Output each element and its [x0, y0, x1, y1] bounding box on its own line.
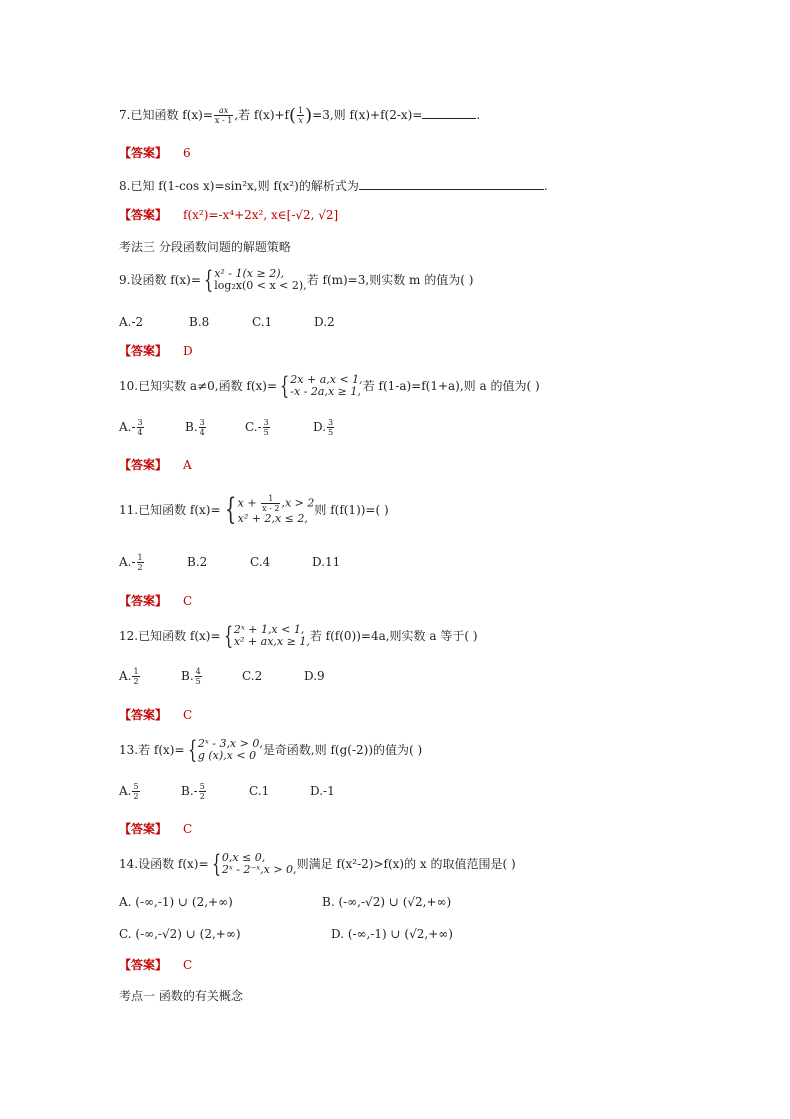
- section-heading-1: 考点一 函数的有关概念: [119, 989, 243, 1003]
- answer-blank: [359, 177, 544, 190]
- answer-8: [119, 207, 338, 223]
- answer-value: f(x²)=-x⁴+2x², x∈[-√2, √2]: [183, 208, 339, 222]
- question-number: 13.: [119, 743, 139, 757]
- option-d: D.11: [312, 555, 341, 569]
- question-number: 8.: [119, 179, 131, 193]
- option-d: D.-1: [310, 784, 335, 798]
- piecewise-cases: 2ˣ - 3,x > 0, g (x),x < 0: [197, 737, 263, 762]
- piecewise-cases: x + $\frac{1}{x - 2}$ ,x > 2 x² + 2,x ≤ 2,: [237, 494, 315, 525]
- option-d: D.9: [304, 669, 325, 683]
- option-b: B. (-∞,-√2) ∪ (√2,+∞): [322, 895, 452, 909]
- question-7: 7.已知函数 f(x)= $\frac{ax}{x - 1}$ ,若 f(x)+f ( $\frac{1}{x}$ ) =3,则 f(x)+f(2-x)= .: [119, 104, 481, 126]
- options-10: [119, 418, 335, 437]
- answer-value: C: [183, 822, 193, 836]
- answer-tag: 【答案】: [119, 344, 168, 358]
- piecewise-cases: x² - 1(x ≥ 2), log₂x(0 < x < 2),: [214, 267, 307, 292]
- answer-tag: 【答案】: [119, 822, 168, 836]
- answer-value: D: [183, 344, 193, 358]
- left-brace: {: [187, 736, 197, 764]
- question-number: 9.: [119, 273, 131, 287]
- options-13: [119, 782, 335, 801]
- options-9: [119, 314, 335, 330]
- question-number: 11.: [119, 502, 139, 517]
- answer-tag: 【答案】: [119, 146, 168, 160]
- option-d: D. $\frac{3}{5}$: [313, 418, 334, 437]
- piecewise-cases: 0,x ≤ 0, 2ˣ - 2⁻ˣ,x > 0,: [221, 851, 297, 876]
- answer-tag: 【答案】: [119, 708, 168, 722]
- question-11: 11. 已知函数 f(x)= { x + $\frac{1}{x - 2}$ ,x > 2 x² + 2,x ≤ 2, 则 f(f(1))=( ): [119, 491, 389, 527]
- options-12: [119, 667, 325, 686]
- options-14-row1: [119, 894, 451, 910]
- options-14-row2: [119, 926, 453, 942]
- question-14: 14. 设函数 f(x)= { 0,x ≤ 0, 2ˣ - 2⁻ˣ,x > 0, 则满足 f(x²-2)>f(x)的 x 的取值范围是( ): [119, 850, 516, 878]
- answer-value: C: [183, 708, 193, 722]
- answer-value: 6: [183, 146, 191, 160]
- left-brace: {: [223, 622, 233, 650]
- answer-tag: 【答案】: [119, 958, 168, 972]
- paren-fraction: ( $\frac{1}{x}$ ): [289, 104, 313, 126]
- answer-7: [119, 145, 191, 161]
- option-b: B.8: [189, 315, 210, 329]
- question-13: 13. 若 f(x)= { 2ˣ - 3,x > 0, g (x),x < 0 是奇函数,则 f(g(-2))的值为( ): [119, 736, 423, 764]
- left-brace: {: [224, 491, 236, 527]
- option-a: A. $\frac{5}{2}$: [119, 782, 139, 801]
- option-a: A.- $\frac{3}{4}$: [119, 418, 143, 437]
- option-c: C.4: [250, 555, 271, 569]
- fraction: $\frac{ax}{x - 1}$: [214, 106, 233, 125]
- answer-value: C: [183, 594, 193, 608]
- piecewise-cases: 2ˣ + 1,x < 1, x² + ax,x ≥ 1,: [233, 623, 310, 648]
- answer-10: [119, 457, 192, 473]
- question-number: 14.: [119, 857, 139, 871]
- option-d: D.2: [314, 315, 335, 329]
- left-brace: {: [203, 266, 214, 294]
- option-a: A.- $\frac{1}{2}$: [119, 553, 143, 572]
- answer-blank: [422, 106, 476, 119]
- answer-14: [119, 957, 192, 973]
- option-c: C. (-∞,-√2) ∪ (2,+∞): [119, 927, 241, 941]
- answer-tag: 【答案】: [119, 458, 168, 472]
- option-c: C.1: [252, 315, 273, 329]
- answer-9: [119, 343, 193, 359]
- piecewise-cases: 2x + a,x < 1, -x - 2a,x ≥ 1,: [290, 373, 363, 398]
- option-a: A. (-∞,-1) ∪ (2,+∞): [119, 895, 233, 909]
- option-d: D. (-∞,-1) ∪ (√2,+∞): [331, 927, 453, 941]
- section-heading-3: 考法三 分段函数问题的解题策略: [119, 240, 291, 254]
- option-c: C.1: [249, 784, 270, 798]
- option-b: B. $\frac{4}{5}$: [181, 667, 201, 686]
- question-number: 10.: [119, 379, 139, 393]
- answer-value: A: [183, 458, 192, 472]
- option-b: B.- $\frac{5}{2}$: [181, 782, 205, 801]
- options-11: [119, 553, 340, 572]
- question-8: 8.已知 f(1-cos x)=sin²x,则 f(x²)的解析式为 .: [119, 179, 548, 193]
- answer-11: [119, 593, 192, 609]
- option-a: A. $\frac{1}{2}$: [119, 667, 139, 686]
- answer-tag: 【答案】: [119, 594, 168, 608]
- answer-value: C: [183, 958, 193, 972]
- answer-13: [119, 821, 192, 837]
- option-c: C.- $\frac{3}{5}$: [245, 418, 269, 437]
- option-a: A.-2: [119, 315, 144, 329]
- question-12: 12. 已知函数 f(x)= { 2ˣ + 1,x < 1, x² + ax,x ≥ 1, 若 f(f(0))=4a,则实数 a 等于( ): [119, 622, 478, 650]
- answer-12: [119, 707, 192, 723]
- option-b: B. $\frac{3}{4}$: [185, 418, 205, 437]
- option-b: B.2: [187, 555, 208, 569]
- answer-tag: 【答案】: [119, 208, 168, 222]
- question-10: 10. 已知实数 a≠0,函数 f(x)= { 2x + a,x < 1, -x - 2a,x ≥ 1, 若 f(1-a)=f(1+a),则 a 的值为( ): [119, 372, 540, 400]
- question-number: 7.: [119, 108, 131, 122]
- question-9: 9. 设函数 f(x)= { x² - 1(x ≥ 2), log₂x(0 < x < 2), 若 f(m)=3,则实数 m 的值为( ): [119, 266, 474, 294]
- left-brace: {: [211, 850, 221, 878]
- left-brace: {: [280, 372, 290, 400]
- question-number: 12.: [119, 629, 139, 643]
- option-c: C.2: [242, 669, 263, 683]
